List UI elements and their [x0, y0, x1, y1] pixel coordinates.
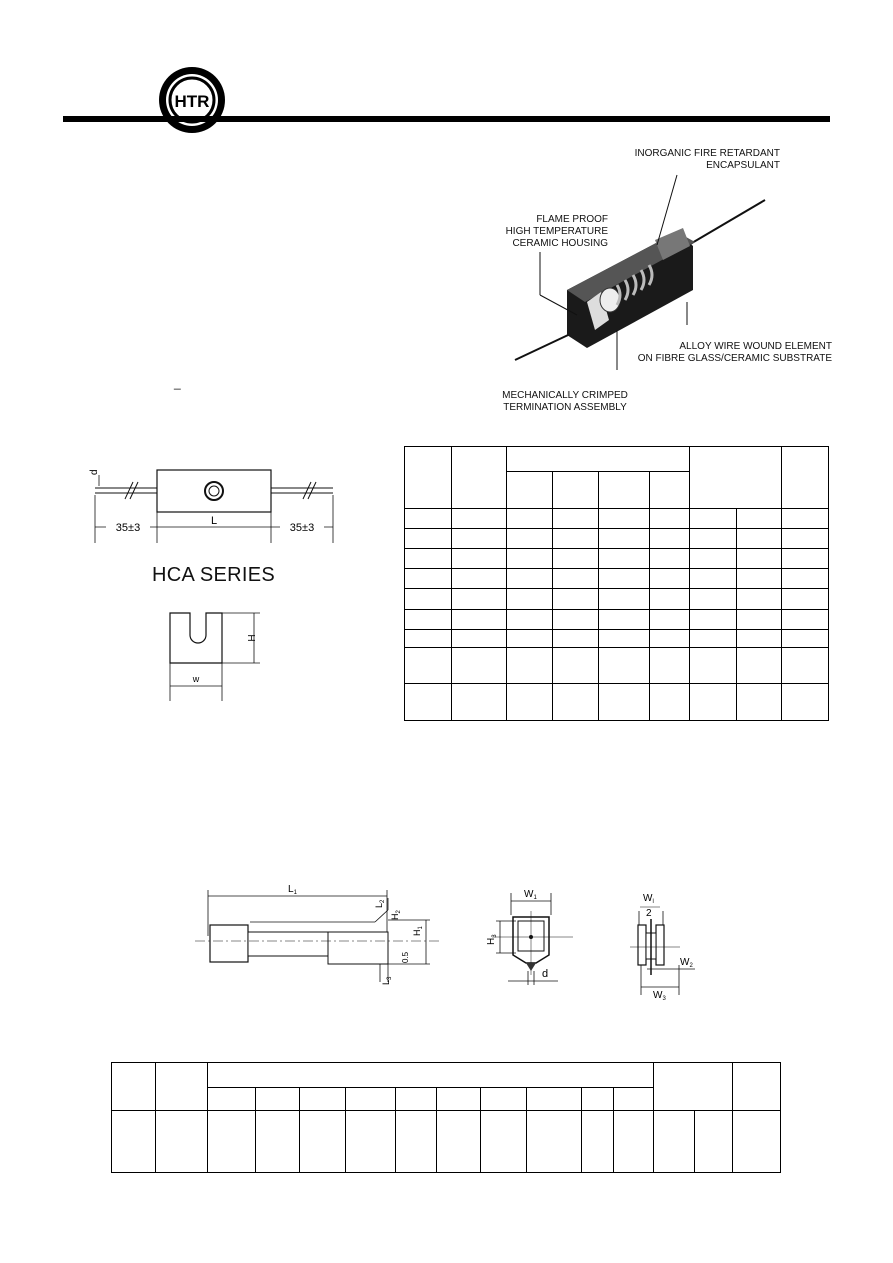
table-cell [690, 447, 782, 509]
table-cell [506, 472, 552, 509]
callout-encapsulant: INORGANIC FIRE RETARDANT ENCAPSULANT [634, 148, 780, 171]
table-row [405, 569, 829, 589]
gap-label: 0.5 [401, 951, 410, 963]
W3-label: $W_3$ [653, 990, 666, 1000]
dim-H-label: H [245, 634, 256, 642]
callout-element: ALLOY WIRE WOUND ELEMENT ON FIBRE GLASS/CERAMIC SUBSTRATE [637, 341, 832, 364]
H3-label: $H_3$ [486, 934, 498, 945]
callout-housing: FLAME PROOF HIGH TEMPERATURE CERAMIC HOUSING [505, 214, 608, 249]
W2-label: $W_2$ [680, 957, 693, 969]
d-label: d [542, 968, 549, 980]
resistor-cutaway-illustration [505, 170, 775, 370]
table-cell [598, 472, 650, 509]
table-cell [451, 447, 506, 509]
table-cell [506, 447, 690, 472]
callout-termination: MECHANICALLY CRIMPED TERMINATION ASSEMBLY [502, 390, 628, 413]
lead-right-label: 35±3 [289, 522, 315, 534]
table-row [405, 629, 829, 647]
table-cell [732, 1063, 780, 1111]
table-cell [207, 1063, 653, 1088]
two-label: 2 [646, 908, 652, 919]
table-cell [552, 472, 598, 509]
W1-label: $W_1$ [524, 889, 537, 901]
table-row [112, 1111, 781, 1173]
htr-logo [158, 66, 226, 134]
hcm-spec-table [111, 1062, 781, 1173]
Wl-label: $W_l$ [643, 893, 654, 905]
L2-label: $L_2$ [374, 899, 386, 908]
table-cell [155, 1063, 207, 1111]
hca-spec-table [404, 446, 829, 721]
H2-label: $H_2$ [390, 910, 402, 920]
table-row [405, 509, 829, 529]
table-cell [112, 1063, 156, 1111]
table-cell [782, 447, 829, 509]
table-row [405, 647, 829, 683]
dim-d-label: d [89, 469, 100, 475]
L1-label: $L_1$ [288, 884, 297, 896]
table-cell [654, 1063, 733, 1111]
header-rule [63, 116, 830, 122]
L3-label: $L_3$ [381, 976, 393, 985]
table-row [405, 529, 829, 549]
table-cell [650, 472, 690, 509]
hca-cross-section-drawing [160, 605, 280, 705]
dim-w-label: w [192, 674, 200, 684]
table-row [405, 609, 829, 629]
series-title: HCA SERIES [152, 564, 276, 586]
hcm-top-drawing [625, 885, 710, 1000]
hca-dimension-drawing [85, 455, 345, 555]
lead-left-label: 35±3 [115, 522, 141, 534]
logo-text: HTR [174, 92, 210, 111]
hcm-end-drawing [478, 885, 583, 995]
H1-label: $H_1$ [412, 926, 424, 936]
table-row [405, 683, 829, 720]
table-row [405, 589, 829, 609]
table-row [405, 549, 829, 569]
dim-L-label: L [210, 515, 218, 527]
table-cell [405, 447, 452, 509]
tolerance-mark: _ [174, 376, 181, 390]
hcm-side-drawing [190, 878, 450, 1008]
